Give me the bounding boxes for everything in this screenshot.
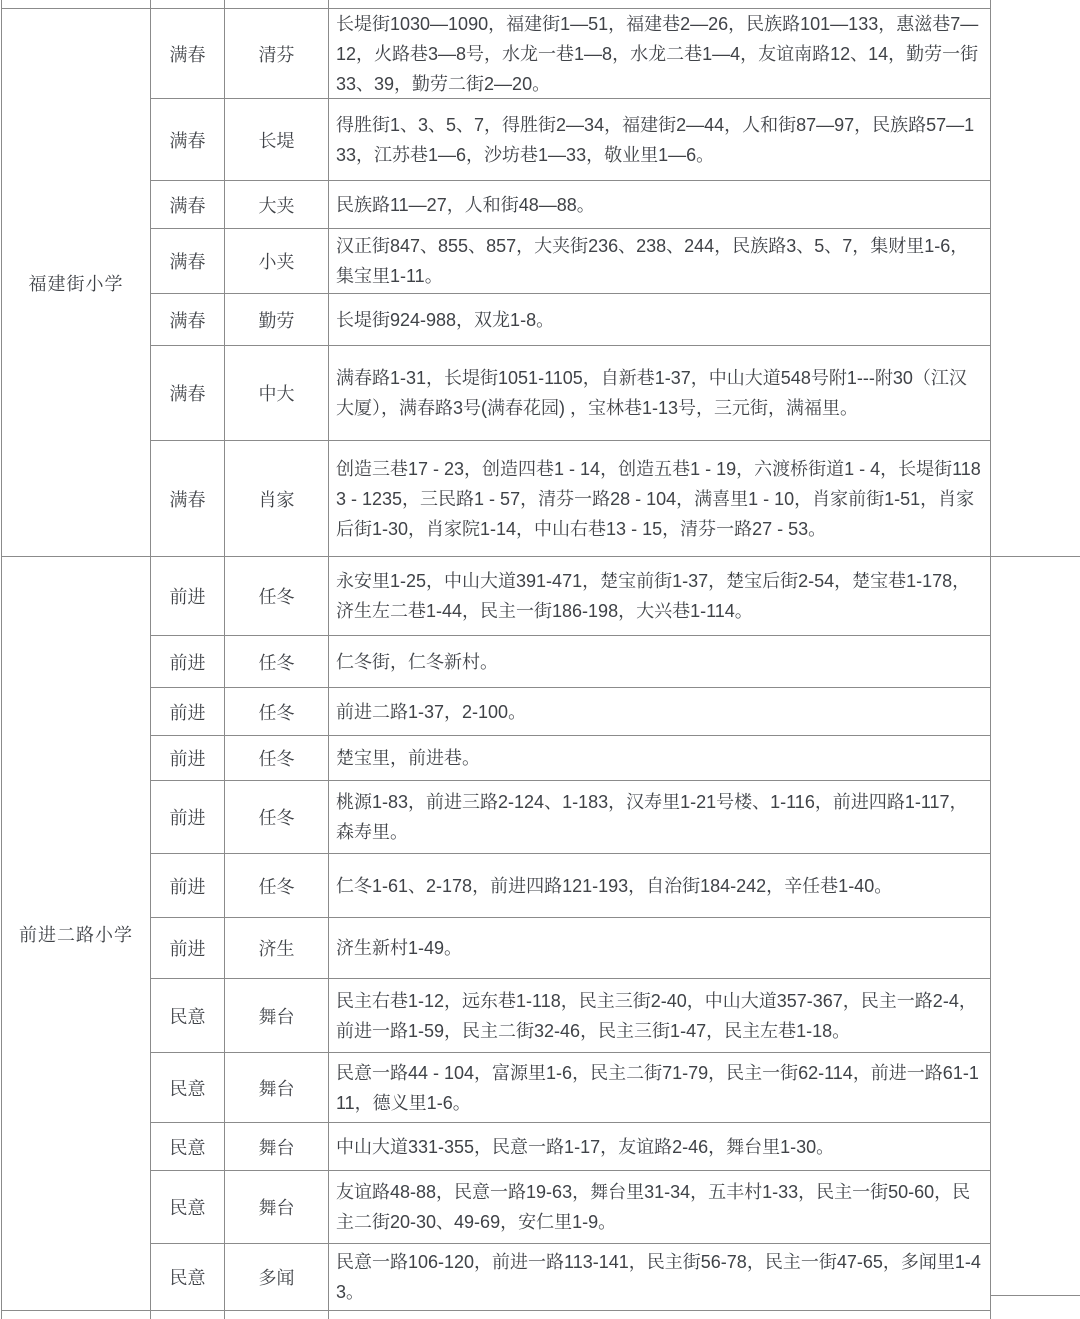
partial-cell (329, 0, 991, 8)
committee-cell: 中大 (225, 346, 329, 440)
school-district-table (1, 0, 1080, 1319)
school-name-cell: 前进二路小学 (2, 557, 151, 1310)
table-row (151, 736, 991, 781)
partial-cell (2, 0, 151, 8)
table-row (151, 979, 991, 1053)
table-row (151, 229, 991, 294)
committee-cell: 肖家 (225, 441, 329, 556)
committee-cell: 勤劳 (225, 294, 329, 345)
address-range-cell: 友谊路48-88，民意一路19-63，舞台里31-34，五丰村1-33，民主一街50-60，民主二街20-30、49-69，安仁里1-9。 (329, 1171, 991, 1243)
table-row (151, 636, 991, 688)
address-range-cell: 济生新村1-49。 (329, 918, 991, 978)
street-cell: 满春 (151, 181, 225, 228)
committee-cell: 大夹 (225, 181, 329, 228)
partial-cell (329, 1311, 991, 1319)
committee-cell: 任冬 (225, 854, 329, 917)
table-row (151, 688, 991, 736)
committee-cell: 舞台 (225, 1053, 329, 1122)
street-cell: 满春 (151, 294, 225, 345)
street-cell: 满春 (151, 229, 225, 293)
table-row (151, 346, 991, 441)
address-range-cell: 中山大道331-355，民意一路1-17，友谊路2-46，舞台里1-30。 (329, 1123, 991, 1170)
school-section (2, 557, 991, 1311)
committee-cell: 任冬 (225, 736, 329, 780)
table-row (151, 294, 991, 346)
address-range-cell: 永安里1-25，中山大道391-471，楚宝前街1-37，楚宝后街2-54，楚宝巷1-178，济生左二巷1-44，民主一街186-198，大兴巷1-114。 (329, 557, 991, 635)
partial-cell (151, 1311, 225, 1319)
table-row (151, 1171, 991, 1244)
committee-cell: 舞台 (225, 1123, 329, 1170)
partial-cell (225, 0, 329, 8)
street-cell: 满春 (151, 9, 225, 98)
table-row (151, 441, 991, 556)
table-row (151, 1244, 991, 1310)
partial-cell (225, 1311, 329, 1319)
committee-cell: 长堤 (225, 99, 329, 180)
committee-cell: 小夹 (225, 229, 329, 293)
address-range-cell: 长堤街1030—1090，福建街1—51，福建巷2—26，民族路101—133，惠滋巷7—12，火路巷3—8号，水龙一巷1—8，水龙二巷1—4，友谊南路12、14，勤劳一街33、39，勤劳二街2—20。 (329, 9, 991, 98)
partial-cell (151, 0, 225, 8)
address-range-cell: 民意一路44 - 104，富源里1-6，民主二街71-79，民主一街62-114，前进一路61-111，德义里1-6。 (329, 1053, 991, 1122)
street-cell: 前进 (151, 781, 225, 853)
committee-cell: 济生 (225, 918, 329, 978)
committee-cell: 任冬 (225, 688, 329, 735)
street-cell: 满春 (151, 441, 225, 556)
school-name-cell: 福建街小学 (2, 9, 151, 556)
table-row (151, 99, 991, 181)
street-cell: 前进 (151, 918, 225, 978)
street-cell: 前进 (151, 854, 225, 917)
address-range-cell: 得胜街1、3、5、7，得胜街2—34，福建街2—44，人和街87—97，民族路57—133，江苏巷1—6，沙坊巷1—33，敬业里1—6。 (329, 99, 991, 180)
table-row (151, 9, 991, 99)
address-range-cell: 楚宝里，前进巷。 (329, 736, 991, 780)
street-cell: 民意 (151, 979, 225, 1052)
committee-cell: 多闻 (225, 1244, 329, 1310)
table-row (151, 918, 991, 979)
address-range-cell: 创造三巷17 - 23，创造四巷1 - 14，创造五巷1 - 19，六渡桥街道1 - 4，长堤街1183 - 1235，三民路1 - 57，清芬一路28 - 104，满喜里1 - 10，肖家前街1-51，肖家后街1-30，肖家院1-14，中山右巷13 - 15，清芬一路27 - 53。 (329, 441, 991, 556)
address-range-cell: 民意一路106-120，前进一路113-141，民主街56-78，民主一街47-65，多闻里1-43。 (329, 1244, 991, 1310)
committee-cell: 清芬 (225, 9, 329, 98)
street-cell: 前进 (151, 688, 225, 735)
address-range-cell: 满春路1-31，长堤街1051-1105，自新巷1-37，中山大道548号附1---附30（江汉大厦），满春路3号(满春花园) ，宝林巷1-13号，三元街，满福里。 (329, 346, 991, 440)
address-range-cell: 桃源1-83，前进三路2-124、1-183，汉寿里1-21号楼、1-116，前进四路1-117，森寿里。 (329, 781, 991, 853)
committee-cell: 任冬 (225, 557, 329, 635)
table-body (2, 9, 991, 1311)
table-main-columns (2, 0, 991, 1319)
address-range-cell: 汉正街847、855、857，大夹街236、238、244，民族路3、5、7，集财里1-6，集宝里1-11。 (329, 229, 991, 293)
notes-column-divider (991, 1295, 1080, 1296)
address-range-cell: 前进二路1-37，2-100。 (329, 688, 991, 735)
section-rows (151, 557, 991, 1310)
section-rows (151, 9, 991, 556)
table-row (151, 781, 991, 854)
committee-cell: 舞台 (225, 1171, 329, 1243)
partial-cell (2, 1311, 151, 1319)
table-row (151, 854, 991, 918)
street-cell: 满春 (151, 99, 225, 180)
street-cell: 前进 (151, 557, 225, 635)
address-range-cell: 长堤街924-988，双龙1-8。 (329, 294, 991, 345)
committee-cell: 任冬 (225, 636, 329, 687)
address-range-cell: 民主右巷1-12，远东巷1-118，民主三街2-40，中山大道357-367，民主一路2-4，前进一路1-59，民主二街32-46，民主三街1-47，民主左巷1-18。 (329, 979, 991, 1052)
street-cell: 民意 (151, 1053, 225, 1122)
address-range-cell: 民族路11—27，人和街48—88。 (329, 181, 991, 228)
notes-column-divider (991, 556, 1080, 557)
committee-cell: 任冬 (225, 781, 329, 853)
school-section (2, 9, 991, 557)
address-range-cell: 仁冬1-61、2-178，前进四路121-193，自治街184-242，辛任巷1-40。 (329, 854, 991, 917)
street-cell: 民意 (151, 1244, 225, 1310)
table-row (151, 557, 991, 636)
partial-row-bottom (2, 1311, 991, 1319)
address-range-cell: 仁冬街，仁冬新村。 (329, 636, 991, 687)
table-row (151, 1053, 991, 1123)
street-cell: 民意 (151, 1171, 225, 1243)
street-cell: 民意 (151, 1123, 225, 1170)
committee-cell: 舞台 (225, 979, 329, 1052)
table-row (151, 1123, 991, 1171)
street-cell: 前进 (151, 736, 225, 780)
table-row (151, 181, 991, 229)
street-cell: 满春 (151, 346, 225, 440)
street-cell: 前进 (151, 636, 225, 687)
